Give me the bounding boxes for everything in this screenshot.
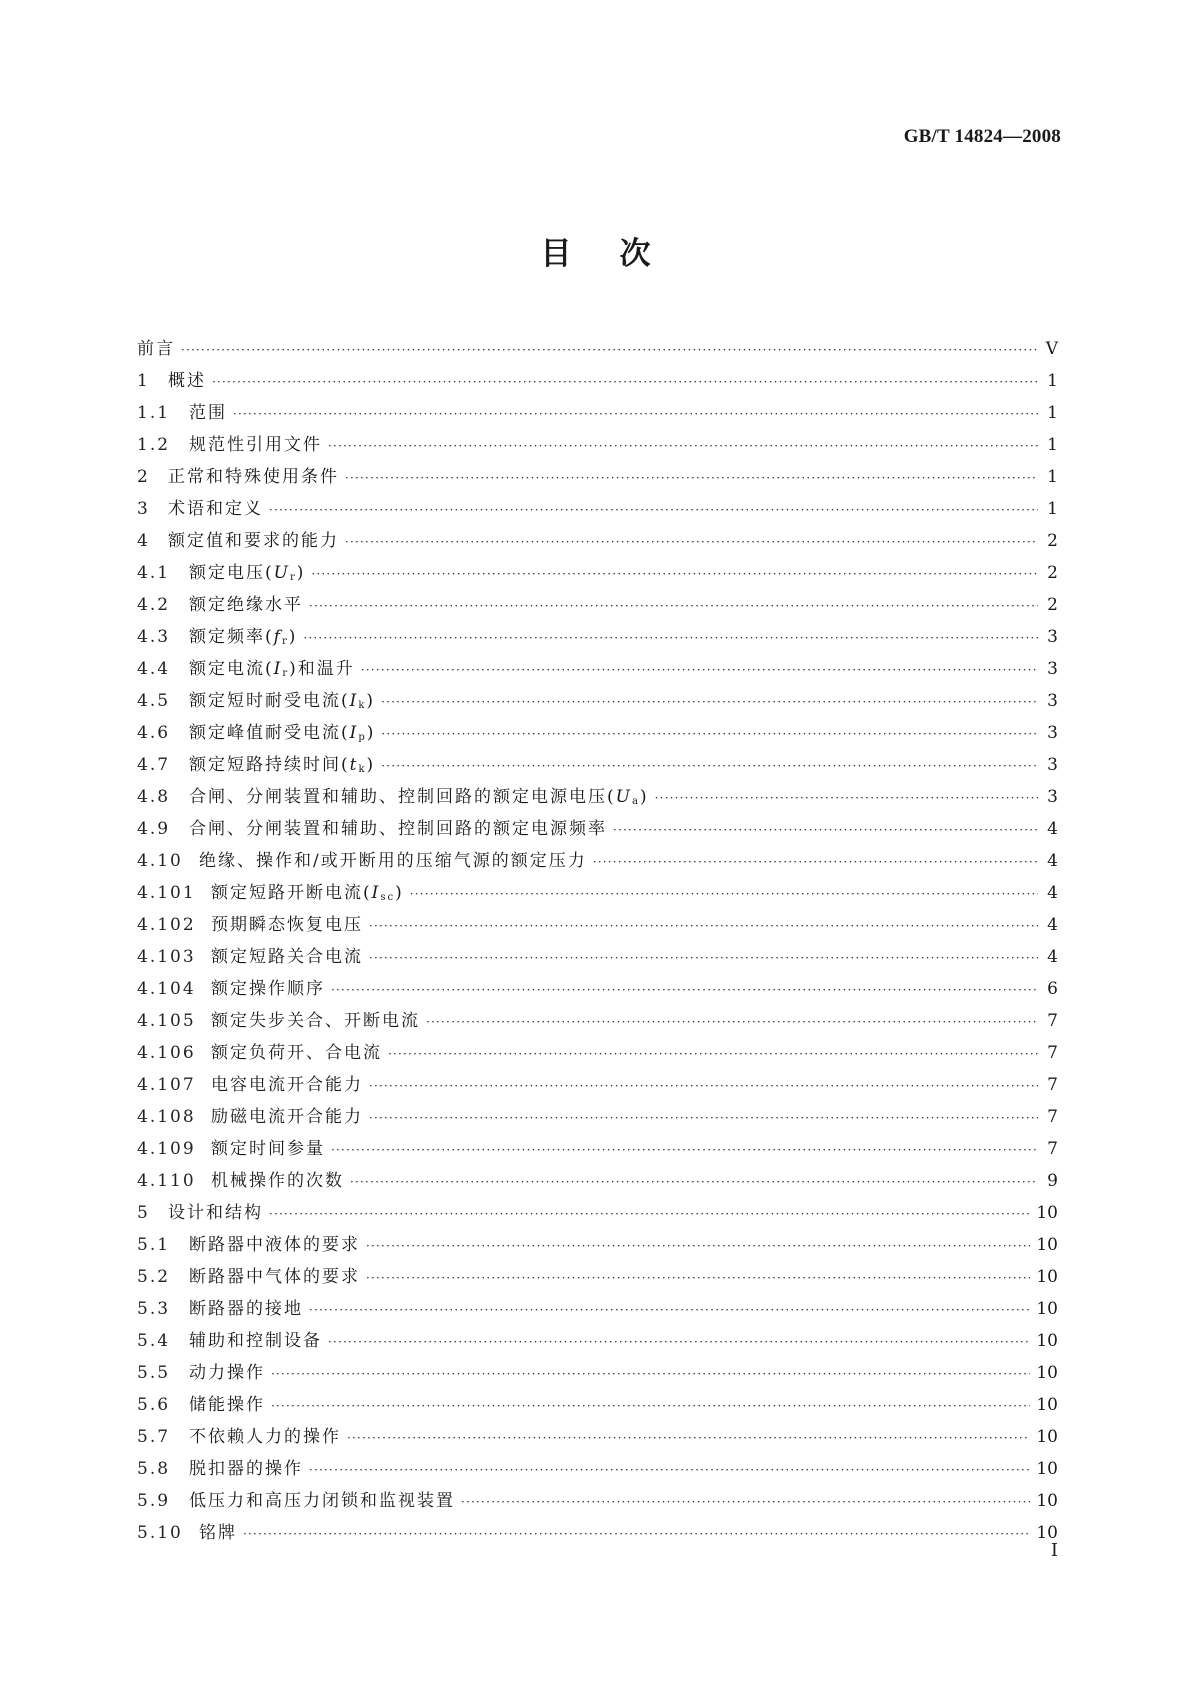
toc-entry-title: 术语和定义	[168, 499, 263, 519]
toc-entry-title: 低压力和高压力闭锁和监视装置	[189, 1491, 455, 1511]
toc-leader-dots	[331, 1134, 1038, 1166]
toc-entry-title: 额定频率$(f_r)$	[189, 627, 298, 647]
toc-entry-page: 7	[1047, 1139, 1058, 1159]
toc-entry-number: 4.104	[137, 979, 196, 999]
toc-leader-dots	[388, 1038, 1038, 1070]
toc-entry-number: 1.2	[137, 435, 171, 455]
toc-entry-title: 额定操作顺序	[211, 979, 325, 999]
toc-entry-title: 前言	[137, 339, 175, 359]
toc-entry-number: 4.8	[137, 787, 171, 807]
toc-leader-dots	[181, 334, 1038, 366]
toc-entry-page: Ⅴ	[1045, 339, 1058, 359]
toc-entry-number: 4.103	[137, 947, 196, 967]
toc-entry-title: 机械操作的次数	[211, 1171, 344, 1191]
toc-entry[interactable]	[137, 1261, 1058, 1293]
toc-entry-number: 4.1	[137, 563, 171, 583]
toc-entry[interactable]	[137, 845, 1058, 877]
toc-entry-number: 5	[137, 1203, 150, 1223]
toc-entry-page: 4	[1047, 883, 1058, 903]
toc-entry[interactable]	[137, 749, 1058, 781]
toc-entry[interactable]	[137, 877, 1058, 909]
toc-entry-number: 4.10	[137, 851, 183, 871]
toc-entry[interactable]	[137, 1357, 1058, 1389]
toc-entry-title: 规范性引用文件	[189, 435, 322, 455]
toc-entry-page: 1	[1047, 403, 1058, 423]
toc-entry-number: 4.108	[137, 1107, 196, 1127]
toc-entry-number: 4.109	[137, 1139, 196, 1159]
toc-entry-title: 合闸、分闸装置和辅助、控制回路的额定电源电压$(U_a)$	[189, 787, 649, 807]
toc-entry[interactable]	[137, 1325, 1058, 1357]
toc-entry-page: 7	[1047, 1011, 1058, 1031]
toc-entry[interactable]	[137, 1517, 1058, 1549]
toc-entry[interactable]	[137, 781, 1058, 813]
toc-entry-page: 4	[1047, 947, 1058, 967]
toc-entry-page: 3	[1047, 627, 1058, 647]
toc-entry-number: 4	[137, 531, 150, 551]
toc-entry-number: 1	[137, 371, 150, 391]
toc-leader-dots	[328, 430, 1038, 462]
toc-entry-title: 额定短时耐受电流$(I_k)$	[189, 691, 376, 711]
toc-entry-page: 10	[1036, 1491, 1058, 1511]
toc-entry-page: 2	[1047, 595, 1058, 615]
toc-entry-number: 4.6	[137, 723, 171, 743]
toc-entry-page: 2	[1047, 531, 1058, 551]
toc-entry-page: 2	[1047, 563, 1058, 583]
toc-entry[interactable]	[137, 1389, 1058, 1421]
toc-entry-number: 3	[137, 499, 150, 519]
toc-leader-dots	[345, 462, 1038, 494]
toc-entry-title: 动力操作	[189, 1363, 265, 1383]
toc-entry-number: 5.1	[137, 1235, 171, 1255]
toc-entry-page: 10	[1036, 1363, 1058, 1383]
toc-entry-title: 额定电流$(I_r)$和温升	[189, 659, 355, 679]
toc-entry[interactable]	[137, 1165, 1058, 1197]
toc-entry-title: 额定短路持续时间$(t_k)$	[189, 755, 376, 775]
toc-entry-page: 4	[1047, 819, 1058, 839]
toc-leader-dots	[381, 718, 1038, 750]
toc-entry-number: 4.7	[137, 755, 171, 775]
toc-entry-number: 4.3	[137, 627, 171, 647]
toc-entry[interactable]	[137, 1197, 1058, 1229]
toc-entry-title: 额定时间参量	[211, 1139, 325, 1159]
toc-entry[interactable]	[137, 1069, 1058, 1101]
toc-entry-title: 额定绝缘水平	[189, 595, 303, 615]
toc-entry-number: 5.4	[137, 1331, 171, 1351]
toc-entry-page: 9	[1047, 1171, 1058, 1191]
toc-leader-dots	[233, 398, 1038, 430]
toc-leader-dots	[381, 750, 1038, 782]
toc-entry[interactable]	[137, 1453, 1058, 1485]
toc-entry[interactable]	[137, 1293, 1058, 1325]
toc-leader-dots	[369, 910, 1038, 942]
toc-leader-dots	[366, 1230, 1030, 1262]
toc-entry[interactable]	[137, 653, 1058, 685]
toc-entry[interactable]	[137, 621, 1058, 653]
toc-leader-dots	[309, 1294, 1030, 1326]
toc-entry-title: 额定短路开断电流$(I_{sc})$	[211, 883, 404, 903]
toc-entry-title: 额定负荷开、合电流	[211, 1043, 382, 1063]
toc-entry-page: 1	[1047, 371, 1058, 391]
toc-entry[interactable]	[137, 1037, 1058, 1069]
toc-entry-page: 3	[1047, 787, 1058, 807]
toc-leader-dots	[593, 846, 1038, 878]
toc-leader-dots	[271, 1390, 1030, 1422]
toc-entry-number: 4.107	[137, 1075, 196, 1095]
toc-entry-page: 7	[1047, 1107, 1058, 1127]
toc-leader-dots	[410, 878, 1038, 910]
toc-entry-number: 4.105	[137, 1011, 196, 1031]
toc-entry-number: 5.5	[137, 1363, 171, 1383]
toc-entry-number: 4.4	[137, 659, 171, 679]
toc-leader-dots	[366, 1262, 1030, 1294]
toc-entry-page: 3	[1047, 691, 1058, 711]
toc-leader-dots	[369, 1102, 1038, 1134]
toc-entry[interactable]	[137, 557, 1058, 589]
toc-entry[interactable]	[137, 461, 1058, 493]
toc-leader-dots	[331, 974, 1038, 1006]
toc-entry-number: 4.106	[137, 1043, 196, 1063]
toc-entry-title: 电容电流开合能力	[211, 1075, 363, 1095]
toc-entry-number: 4.9	[137, 819, 171, 839]
toc-leader-dots	[303, 622, 1038, 654]
toc-entry-page: 1	[1047, 467, 1058, 487]
toc-leader-dots	[269, 1198, 1030, 1230]
toc-leader-dots	[328, 1326, 1030, 1358]
toc-leader-dots	[613, 814, 1038, 846]
toc-entry[interactable]	[137, 1485, 1058, 1517]
toc-leader-dots	[311, 558, 1038, 590]
toc-entry-number: 2	[137, 467, 150, 487]
toc-entry[interactable]	[137, 909, 1058, 941]
table-of-contents	[137, 333, 1058, 1549]
toc-entry-number: 5.10	[137, 1523, 183, 1543]
toc-entry-page: 10	[1036, 1267, 1058, 1287]
page-number: Ⅰ	[1050, 1540, 1058, 1561]
toc-entry-title: 额定值和要求的能力	[168, 531, 339, 551]
toc-entry-title: 绝缘、操作和/或开断用的压缩气源的额定压力	[199, 851, 587, 871]
page-title: 目次	[540, 236, 699, 272]
toc-entry[interactable]	[137, 493, 1058, 525]
toc-entry-title: 断路器中气体的要求	[189, 1267, 360, 1287]
toc-entry[interactable]	[137, 941, 1058, 973]
toc-entry-number: 4.110	[137, 1171, 196, 1191]
toc-leader-dots	[655, 782, 1038, 814]
toc-entry[interactable]	[137, 365, 1058, 397]
toc-leader-dots	[426, 1006, 1038, 1038]
toc-entry-title: 预期瞬态恢复电压	[211, 915, 363, 935]
toc-leader-dots	[350, 1166, 1038, 1198]
toc-entry-page: 3	[1047, 755, 1058, 775]
toc-entry-title: 断路器中液体的要求	[189, 1235, 360, 1255]
toc-entry-title: 合闸、分闸装置和辅助、控制回路的额定电源频率	[189, 819, 607, 839]
toc-entry[interactable]	[137, 685, 1058, 717]
toc-entry-title: 不依赖人力的操作	[189, 1427, 341, 1447]
toc-entry-number: 5.6	[137, 1395, 171, 1415]
toc-entry-page: 1	[1047, 499, 1058, 519]
toc-leader-dots	[271, 1358, 1030, 1390]
toc-entry-title: 储能操作	[189, 1395, 265, 1415]
toc-entry-number: 5.9	[137, 1491, 171, 1511]
toc-entry[interactable]	[137, 333, 1058, 365]
toc-entry-title: 脱扣器的操作	[189, 1459, 303, 1479]
toc-entry-title: 铭牌	[199, 1523, 237, 1543]
toc-entry-number: 5.7	[137, 1427, 171, 1447]
toc-entry-title: 额定短路关合电流	[211, 947, 363, 967]
toc-entry-title: 设计和结构	[168, 1203, 263, 1223]
toc-entry-page: 7	[1047, 1075, 1058, 1095]
toc-leader-dots	[369, 1070, 1038, 1102]
toc-leader-dots	[361, 654, 1038, 686]
toc-entry-page: 10	[1036, 1203, 1058, 1223]
toc-leader-dots	[243, 1518, 1030, 1550]
toc-leader-dots	[309, 1454, 1030, 1486]
toc-entry-page: 6	[1047, 979, 1058, 999]
toc-entry-page: 10	[1036, 1299, 1058, 1319]
toc-leader-dots	[369, 942, 1038, 974]
toc-entry-title: 励磁电流开合能力	[211, 1107, 363, 1127]
toc-leader-dots	[345, 526, 1038, 558]
toc-entry[interactable]	[137, 973, 1058, 1005]
toc-entry-page: 1	[1047, 435, 1058, 455]
toc-leader-dots	[461, 1486, 1030, 1518]
toc-entry[interactable]	[137, 717, 1058, 749]
toc-entry-title: 辅助和控制设备	[189, 1331, 322, 1351]
toc-entry-page: 7	[1047, 1043, 1058, 1063]
toc-entry-page: 3	[1047, 723, 1058, 743]
toc-entry[interactable]	[137, 1005, 1058, 1037]
toc-entry-title: 正常和特殊使用条件	[168, 467, 339, 487]
toc-entry[interactable]	[137, 589, 1058, 621]
toc-entry-page: 10	[1036, 1459, 1058, 1479]
toc-entry-title: 额定峰值耐受电流$(I_p)$	[189, 723, 376, 743]
toc-entry-number: 5.8	[137, 1459, 171, 1479]
toc-entry[interactable]	[137, 1133, 1058, 1165]
toc-entry-title: 概述	[168, 371, 206, 391]
toc-entry-title: 断路器的接地	[189, 1299, 303, 1319]
standard-code: GB/T 14824—2008	[903, 126, 1061, 147]
toc-entry-number: 5.3	[137, 1299, 171, 1319]
toc-entry-number: 4.101	[137, 883, 196, 903]
toc-leader-dots	[212, 366, 1038, 398]
toc-leader-dots	[309, 590, 1038, 622]
toc-entry-title: 范围	[189, 403, 227, 423]
toc-entry[interactable]	[137, 1421, 1058, 1453]
toc-entry-number: 4.102	[137, 915, 196, 935]
toc-entry-page: 10	[1036, 1395, 1058, 1415]
toc-entry-page: 4	[1047, 915, 1058, 935]
toc-entry-number: 1.1	[137, 403, 171, 423]
toc-entry-number: 5.2	[137, 1267, 171, 1287]
toc-entry[interactable]	[137, 813, 1058, 845]
toc-entry-page: 4	[1047, 851, 1058, 871]
toc-entry-title: 额定电压$(U_r)$	[189, 563, 306, 583]
toc-entry[interactable]	[137, 429, 1058, 461]
toc-entry-number: 4.5	[137, 691, 171, 711]
toc-entry[interactable]	[137, 525, 1058, 557]
toc-entry-page: 3	[1047, 659, 1058, 679]
toc-leader-dots	[269, 494, 1038, 526]
toc-entry[interactable]	[137, 1229, 1058, 1261]
toc-leader-dots	[347, 1422, 1030, 1454]
toc-entry-number: 4.2	[137, 595, 171, 615]
toc-entry[interactable]	[137, 1101, 1058, 1133]
toc-entry-page: 10	[1036, 1331, 1058, 1351]
toc-leader-dots	[381, 686, 1038, 718]
toc-entry-title: 额定失步关合、开断电流	[211, 1011, 420, 1031]
toc-entry-page: 10	[1036, 1235, 1058, 1255]
toc-entry[interactable]	[137, 397, 1058, 429]
toc-entry-page: 10	[1036, 1427, 1058, 1447]
toc-entry-page: 10	[1036, 1523, 1058, 1543]
